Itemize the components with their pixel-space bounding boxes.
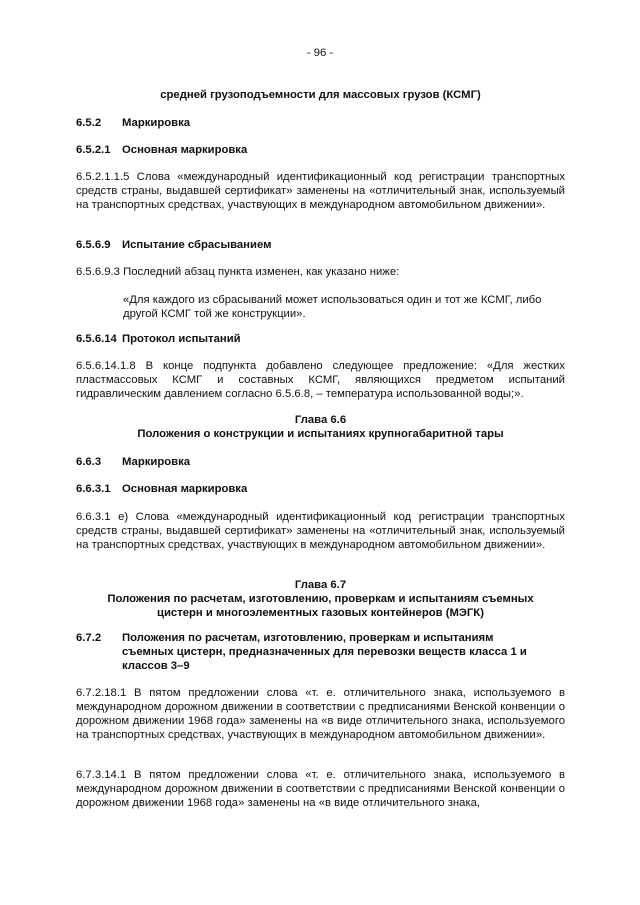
heading-title: Испытание сбрасыванием (122, 239, 272, 251)
heading-6-5-6-9 (76, 238, 565, 252)
paragraph-6-6-3-1-e: 6.6.3.1 e) Слова «международный идентификационный код регистрации транспортных средств страны, выдавшей сертификат» заменены на «отличительный знак, используемый на транспортных средствах, участвующих в международном автомобильном движении». (76, 511, 565, 551)
paragraph-6-5-6-14-1-8: 6.5.6.14.1.8 В конце подпункта добавлено следующее предложение: «Для жестких пластмассовых КСМГ и составных КСМГ, являющихся предметом испытаний гидравлическим давлением согласно 6.5.6.8, – температура использованной воды;». (76, 360, 565, 400)
heading-6-5-2 (76, 116, 565, 130)
paragraph-6-7-3-14-1: 6.7.3.14.1 В пятом предложении слова «т. е. отличительного знака, используемого в международном дорожном движении в соответствии с предписаниями Венской конвенции о дорожном движении 1968 года» заменены на «в виде отличительного знака, (76, 769, 565, 809)
heading-title: Протокол испытаний (122, 333, 241, 345)
paragraph-6-5-2-1-1-5: 6.5.2.1.1.5 Слова «международный идентификационный код регистрации транспортных средств страны, выдавшей сертификат» заменены на «отличительный знак, используемый на транспортных средствах, участвующих в международном автомобильном движении». (76, 171, 565, 211)
page-number: - 96 - (306, 47, 334, 59)
quoted-text: «Для каждого из сбрасываний может использоваться один и тот же КСМГ, либо другой КСМГ той же конструкции». (123, 294, 542, 320)
heading-number: 6.5.6.14 (76, 333, 117, 345)
heading-6-7-2 (76, 631, 565, 673)
heading-6-5-6-14 (76, 332, 565, 346)
heading-title: Основная маркировка (122, 144, 248, 156)
heading-number: 6.7.2 (76, 632, 102, 644)
heading-number: 6.6.3.1 (76, 483, 111, 495)
heading-title: Маркировка (122, 117, 191, 129)
chapter-6-7-title-line1: Положения по расчетам, изготовлению, проверкам и испытаниям съемных (107, 593, 534, 605)
heading-6-5-2-1 (76, 143, 565, 157)
chapter-6-7-title-line2: цистерн и многоэлементных газовых контейнеров (МЭГК) (157, 607, 484, 619)
heading-title: Основная маркировка (122, 483, 248, 495)
heading-number: 6.5.2 (76, 117, 102, 129)
heading-title: Маркировка (122, 456, 191, 468)
heading-6-6-3 (76, 455, 565, 469)
chapter-6-6-title: Положения о конструкции и испытаниях крупногабаритной тары (137, 428, 504, 440)
heading-number: 6.5.6.9 (76, 239, 111, 251)
paragraph-6-5-6-9-3: 6.5.6.9.3 Последний абзац пункта изменен, как указано ниже: (76, 266, 400, 278)
heading-6-6-3-1 (76, 482, 565, 496)
continued-title: средней грузоподъемности для массовых грузов (КСМГ) (160, 89, 481, 101)
paragraph-6-7-2-18-1: 6.7.2.18.1 В пятом предложении слова «т. е. отличительного знака, используемого в международном дорожном движении в соответствии с предписаниями Венской конвенции о дорожном движении 1968 года» заменены на «в виде отличительного знака, используемого на транспортных средствах, участвующих в международном автомобильном движении». (76, 687, 565, 741)
heading-number: 6.6.3 (76, 456, 102, 468)
heading-title: Положения по расчетам, изготовлению, проверкам и испытаниям съемных цистерн, предназначенных для перевозки веществ класса 1 и классов 3–9 (122, 632, 527, 672)
chapter-6-6-number: Глава 6.6 (294, 414, 347, 426)
chapter-6-7-number: Глава 6.7 (294, 579, 347, 591)
heading-number: 6.5.2.1 (76, 144, 111, 156)
